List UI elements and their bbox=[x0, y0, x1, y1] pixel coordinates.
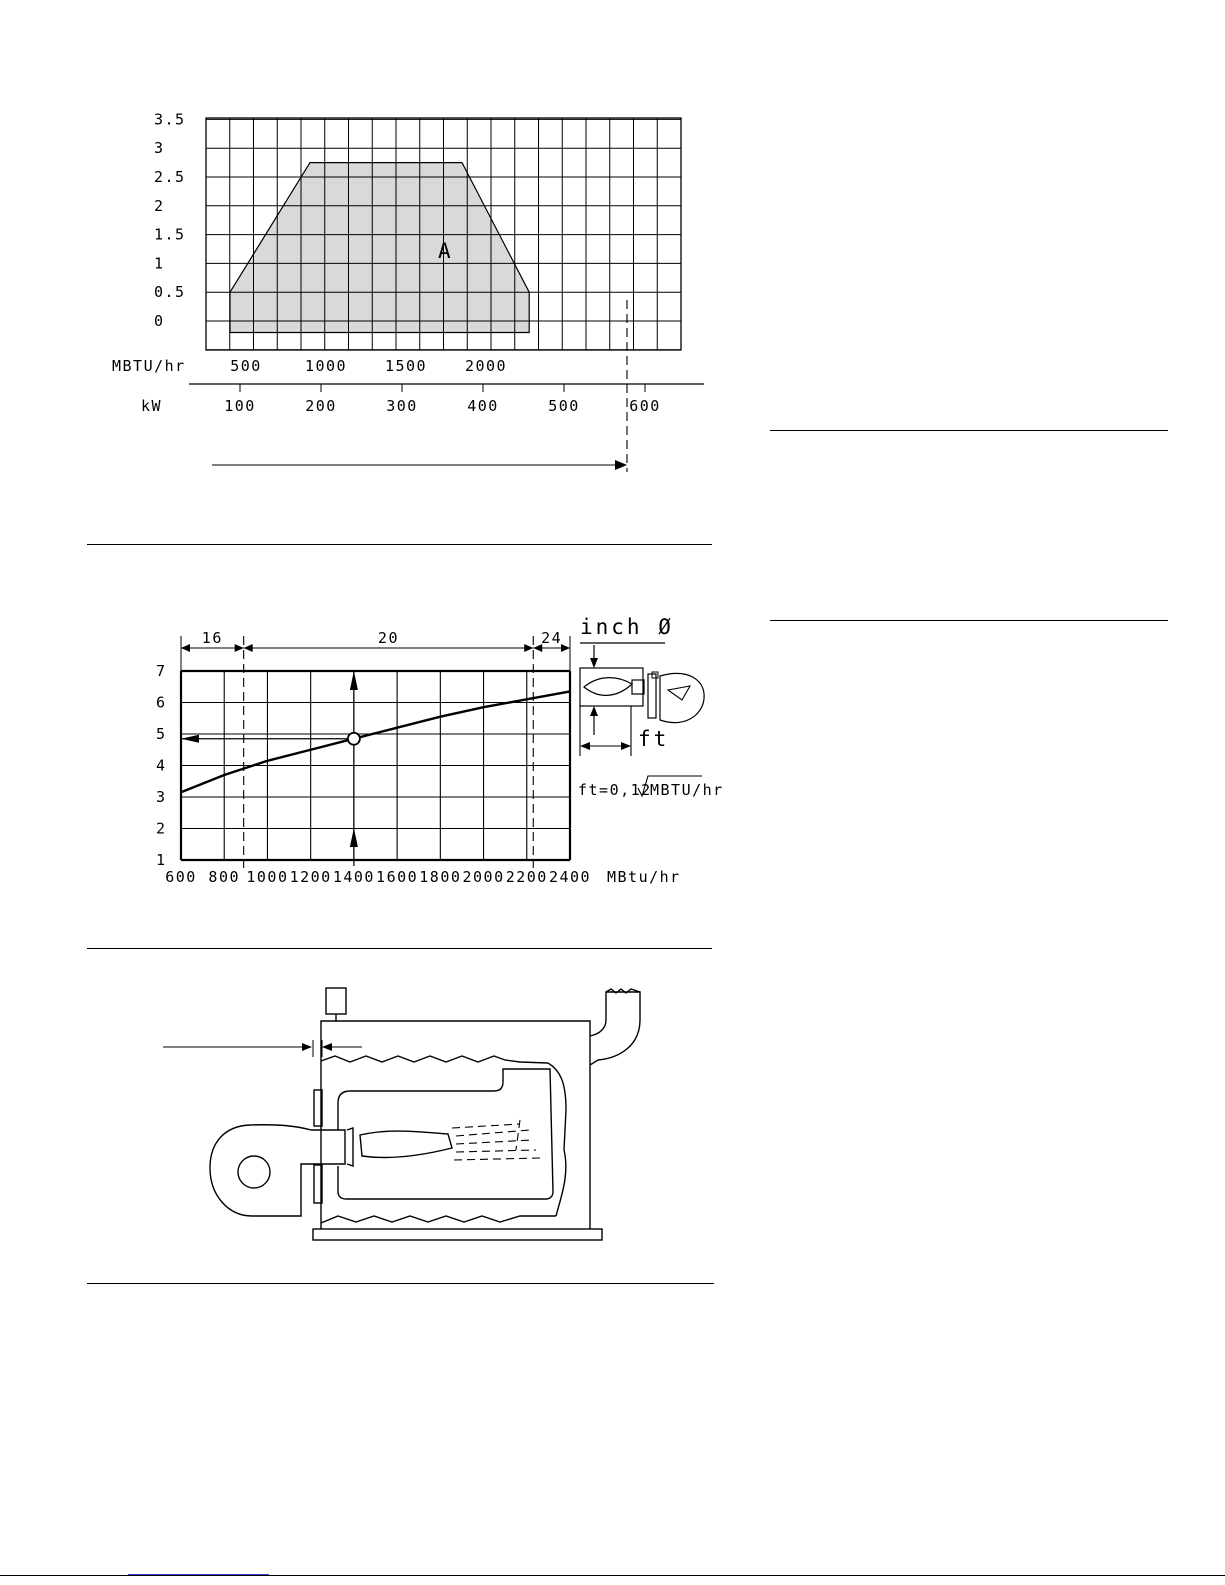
x-tick-label-kw: 600 bbox=[629, 397, 661, 415]
y-tick-label: 1 bbox=[154, 254, 165, 273]
x-tick-label-kw: 300 bbox=[386, 397, 418, 415]
x-tick-label: 1400 bbox=[332, 868, 375, 886]
x-tick-label: 1600 bbox=[376, 868, 419, 886]
x-tick-label: 2000 bbox=[462, 868, 505, 886]
x-tick-label-mbtu: 1500 bbox=[384, 357, 428, 375]
x-tick-label: 1000 bbox=[246, 868, 289, 886]
y-tick-label: 7 bbox=[156, 662, 167, 680]
y-tick-label: 2.5 bbox=[154, 168, 186, 186]
y-tick-label: 0 bbox=[154, 312, 165, 330]
fan-inlet bbox=[238, 1156, 270, 1188]
formula-prefix: ft=0,12 bbox=[578, 781, 652, 799]
x-tick-label-kw: 200 bbox=[305, 397, 337, 415]
area-label-a: A bbox=[438, 239, 454, 263]
y-tick-label: 6 bbox=[156, 693, 167, 712]
formula-radicand: MBTU/hr bbox=[650, 781, 724, 799]
boiler-base bbox=[313, 1229, 602, 1240]
x-tick-label-mbtu: 1000 bbox=[304, 357, 348, 375]
y-tick-label: 1 bbox=[156, 851, 167, 869]
x-tick-label-mbtu: 500 bbox=[230, 357, 262, 375]
chimney-pipe bbox=[590, 992, 640, 1065]
thermostat-box bbox=[326, 988, 346, 1014]
y-tick-label: 2 bbox=[156, 819, 167, 838]
x-tick-label: 1800 bbox=[419, 868, 462, 886]
y-tick-label: 3 bbox=[156, 788, 167, 806]
x-tick-label-kw: 100 bbox=[224, 397, 256, 415]
y-tick-label: 1.5 bbox=[154, 225, 186, 244]
ft-label: ft bbox=[638, 727, 670, 751]
x-axis-label-mbtu: MBTU/hr bbox=[112, 357, 186, 375]
flame-dashes bbox=[452, 1120, 540, 1160]
zone-label: 16 bbox=[201, 629, 223, 647]
y-tick-label: 3 bbox=[154, 139, 165, 158]
zone-label: 20 bbox=[377, 629, 399, 647]
x-tick-label: 2200 bbox=[505, 868, 548, 886]
y-tick-label: 2 bbox=[154, 196, 165, 215]
x-tick-label: 800 bbox=[208, 868, 241, 886]
x-tick-label-kw: 400 bbox=[467, 397, 499, 415]
x-tick-label: 2400 bbox=[548, 868, 592, 886]
y-tick-label: 4 bbox=[156, 756, 167, 775]
x-axis-label-mbtu: MBtu/hr bbox=[607, 868, 681, 886]
y-tick-label: 3.5 bbox=[154, 110, 186, 129]
x-axis-label-kw: kW bbox=[141, 397, 163, 415]
fan-housing bbox=[210, 1125, 311, 1216]
x-tick-label: 600 bbox=[165, 868, 197, 886]
inch-diameter-label: inch Ø bbox=[580, 615, 674, 639]
x-tick-label-mbtu: 2000 bbox=[464, 357, 508, 375]
y-tick-label: 5 bbox=[156, 725, 167, 743]
y-tick-label: 0.5 bbox=[154, 283, 186, 302]
flame-core bbox=[360, 1131, 452, 1158]
x-tick-label: 1200 bbox=[289, 868, 332, 886]
x-tick-label-kw: 500 bbox=[548, 397, 580, 415]
zone-label: 24 bbox=[541, 629, 563, 647]
